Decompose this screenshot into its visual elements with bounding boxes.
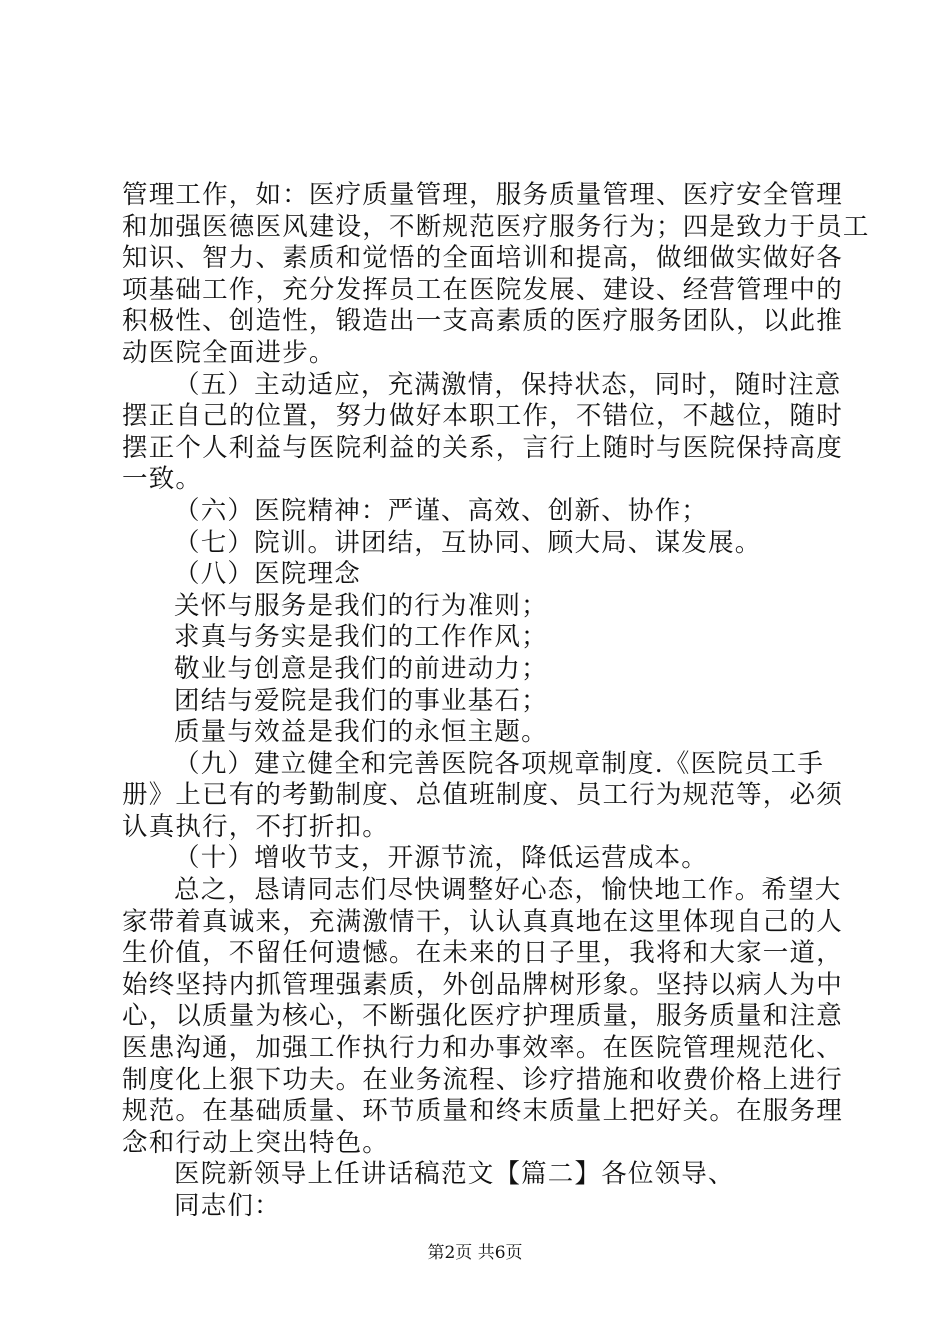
text-line: 敬业与创意是我们的前进动力；	[174, 654, 548, 684]
text-line: 一致。	[122, 464, 203, 494]
page-footer: 第2页 共6页	[427, 1243, 523, 1263]
text-line: 和加强医德医风建设，不断规范医疗服务行为；四是致力于员工	[122, 212, 870, 242]
text-line: （七）院训。讲团结，互协同、顾大局、谋发展。	[174, 528, 762, 558]
text-line: 管理工作，如：医疗质量管理，服务质量管理、医疗安全管理	[122, 180, 843, 210]
text-line: （八）医院理念	[174, 559, 361, 589]
text-line: 认真执行，不打折扣。	[122, 812, 390, 842]
text-line: 制度化上狠下功夫。在业务流程、诊疗措施和收费价格上进行	[122, 1065, 843, 1095]
text-line: 医院新领导上任讲话稿范文【篇二】各位领导、	[174, 1159, 735, 1189]
text-line: 关怀与服务是我们的行为准则；	[174, 591, 548, 621]
text-line: 求真与务实是我们的工作作风；	[174, 622, 548, 652]
text-line: 总之，恳请同志们尽快调整好心态，愉快地工作。希望大	[174, 875, 842, 905]
text-line: （九）建立健全和完善医院各项规章制度.《医院员工手	[174, 749, 825, 779]
text-line: 生价值，不留任何遗憾。在未来的日子里，我将和大家一道，	[122, 938, 843, 968]
text-line: 念和行动上突出特色。	[122, 1128, 390, 1158]
text-line: 摆正个人利益与医院利益的关系，言行上随时与医院保持高度	[122, 433, 843, 463]
text-line: 积极性、创造性，锻造出一支高素质的医疗服务团队，以此推	[122, 306, 843, 336]
text-line: 团结与爱院是我们的事业基石；	[174, 686, 548, 716]
text-line: （十）增收节支，开源节流，降低运营成本。	[174, 843, 709, 873]
text-line: 心，以质量为核心，不断强化医疗护理质量，服务质量和注意	[122, 1001, 843, 1031]
text-line: 项基础工作，充分发挥员工在医院发展、建设、经营管理中的	[122, 275, 843, 305]
text-line: 同志们：	[174, 1191, 281, 1221]
text-line: （五）主动适应，充满激情，保持状态，同时，随时注意	[174, 370, 842, 400]
text-line: 动医院全面进步。	[122, 338, 336, 368]
text-line: 知识、智力、素质和觉悟的全面培训和提高，做细做实做好各	[122, 243, 843, 273]
text-line: 册》上已有的考勤制度、总值班制度、员工行为规范等，必须	[122, 780, 843, 810]
text-line: 摆正自己的位置，努力做好本职工作，不错位，不越位，随时	[122, 401, 843, 431]
text-line: 家带着真诚来，充满激情干，认认真真地在这里体现自己的人	[122, 907, 843, 937]
text-line: 规范。在基础质量、环节质量和终末质量上把好关。在服务理	[122, 1096, 843, 1126]
text-line: （六）医院精神：严谨、高效、创新、协作；	[174, 496, 709, 526]
text-line: 质量与效益是我们的永恒主题。	[174, 717, 548, 747]
text-line: 医患沟通，加强工作执行力和办事效率。在医院管理规范化、	[122, 1033, 843, 1063]
text-line: 始终坚持内抓管理强素质，外创品牌树形象。坚持以病人为中	[122, 970, 843, 1000]
